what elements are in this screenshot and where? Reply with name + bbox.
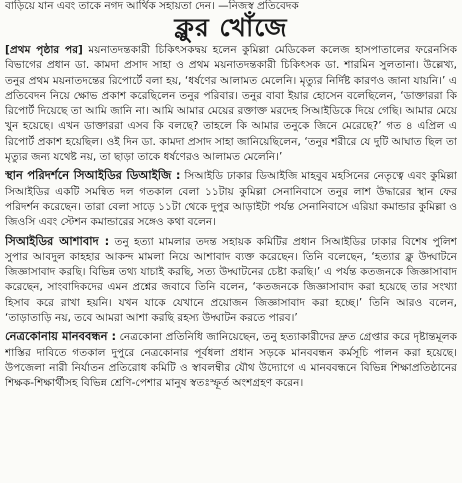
article-paragraph	[5, 234, 457, 327]
article-paragraph	[5, 329, 457, 391]
paragraph-text: ময়নাতদন্তকারী চিকিৎসকদ্বয় হলেন কুমিল্লা মেডিকেল কলেজ হাসপাতালের ফরেনসিক বিভাগের প্রধান ডা. কামদা প্রসাদ সাহা ও প্রথম ময়নাতদন্তকারী চিকিৎসক ডা. শারমিন সুলতানা। উল্লেখ্য, তনুর প্রথম ময়নাতদন্তের রিপোর্টে বলা হয়, ‘ধর্ষণের আলামত মেলেনি। মৃত্যুর নির্দিষ্ট কারণও জানা যায়নি।’ এ প্রতিবেদন নিয়ে ক্ষোভ প্রকাশ করেছিলেন তনুর পরিবার। তনুর বাবা ইয়ার হোসেন বলেছিলেন, ‘ডাক্তাররা কি রিপোর্ট দিয়েছে তা আমি জানি না। আমি আমার মেয়ের রক্তাক্ত মরদেহ সিআইডিকে দিয়ে গেছি। আমার মেয়ে খুন হয়েছে। এখন ডাক্তাররা এসব কি বলছে? তাহলে কি আমার তনুকে জিনে মেরেছে?’ গত ৪ এপ্রিল এ রিপোর্ট প্রকাশ হয়েছিল। ওই দিন ডা. কামদা প্রসাদ সাহা জানিয়েছিলেন, ‘তনুর শরীরে যে দুটি আঘাত ছিল তা মৃত্যুর জন্য যথেষ্ট নয়, তা ছাড়া তাকে ধর্ষণেরও আলামত মেলেনি।’	[5, 44, 457, 164]
section-subhead: সিআইডির আশাবাদ :	[5, 233, 110, 248]
article-headline: ক্লুর খোঁজে	[174, 13, 288, 42]
article-paragraph	[5, 43, 457, 165]
section-subhead: স্থান পরিদর্শনে সিআইডির ডিআইজি :	[5, 168, 181, 183]
paragraph-text: তনু হত্যা মামলার তদন্ত সহায়ক কমিটির প্রধান সিআইডির ঢাকার বিশেষ পুলিশ সুপার আবদুল কাহহার আকন্দ মামলা নিয়ে আশাবাদ ব্যক্ত করেছেন। তিনি বলেছেন, ‘হত্যার ক্লু উদ্ঘাটনে জিজ্ঞাসাবাদ করছি। বিভিন্ন তথ্য যাচাই করছি, সত্য উদ্ঘাটনের চেষ্টা করছি।’ এ পর্যন্ত কতজনকে জিজ্ঞাসাবাদ করেছেন, সাংবাদিকদের এমন প্রশ্নের জবাবে তিনি বলেন, ‘কতজনকে জিজ্ঞাসাবাদ করা হয়েছে তার সংখ্যা হিসাব করে রাখা হয়নি। যখন যাকে যেখানে প্রয়োজন জিজ্ঞাসাবাদ করা হচ্ছে।’ তিনি আরও বলেন, ‘তাড়াতাড়ি নয়, তবে আমরা আশা করছি রহস্য উদ্ঘাটন করতে পারব।’	[5, 235, 457, 325]
section-subhead: নেত্রকোনায় মানববন্ধন :	[5, 329, 117, 344]
article-paragraph	[5, 168, 457, 230]
paragraph-text: সিআইডি ঢাকার ডিআইজি মাহবুব মহসিনের নেতৃত্বে এবং কুমিল্লা সিআইডির একটি সমন্বিত দল গতকাল বেলা ১১টায় কুমিল্লা সেনানিবাসে তনুর লাশ উদ্ধারের স্থান ফের পরিদর্শন করেছেন। তারা বেলা সাড়ে ১১টা থেকে দুপুর আড়াইটা পর্যন্ত সেনানিবাসে এরিয়া কমান্ডার কুমিল্লা ও জিওসি এবং স্টেশন কমান্ডারের সঙ্গেও কথা বলেন।	[5, 170, 457, 229]
continuation-tag: [প্রথম পৃষ্ঠার পর]	[5, 44, 83, 56]
previous-article-fragment: বাড়িয়ে যান এবং তাকে নগদ আর্থিক সহায়তা দেন। —নিজস্ব প্রতিবেদক	[5, 0, 299, 12]
paragraph-text: নেত্রকোনা প্রতিনিধি জানিয়েছেন, তনু হত্যাকারীদের দ্রুত গ্রেপ্তার করে দৃষ্টান্তমূলক শাস্তির দাবিতে গতকাল দুপুরে নেত্রকোনার পূর্বধলা প্রধান সড়কে মানববন্ধন কর্মসূচি পালন করা হয়েছে। উপজেলা নারী নির্যাতন প্রতিরোধ কমিটি ও স্বাবলম্বীর যৌথ উদ্যোগে এ মানববন্ধনে বিভিন্ন শিক্ষাপ্রতিষ্ঠানের শিক্ষক-শিক্ষার্থীসহ বিভিন্ন শ্রেণি-পেশার মানুষ স্বতঃস্ফূর্ত অংশগ্রহণ করেন।	[5, 331, 457, 390]
article-body	[5, 43, 457, 395]
